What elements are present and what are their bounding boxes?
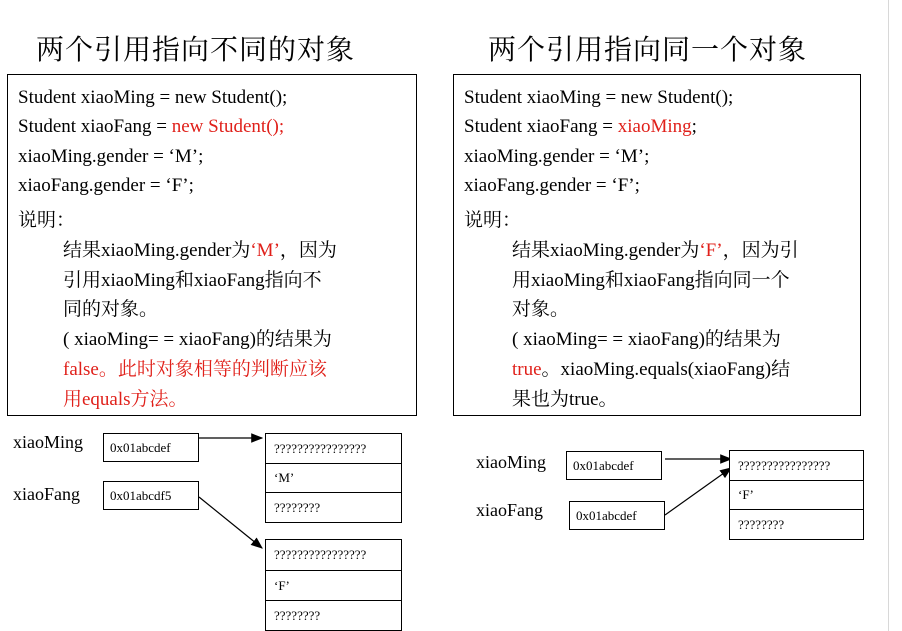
right-addr-xiaofang: 0x01abcdef <box>569 501 665 530</box>
left-code-line-1: Student xiaoMing = new Student(); <box>18 87 288 108</box>
right-code-line-2-b: ; <box>691 116 697 137</box>
right-explain-line-4: ( xiaoMing= = xiaoFang)的结果为 <box>512 329 781 350</box>
left-explain-label: 说明： <box>18 210 76 231</box>
right-object-shared <box>729 450 864 540</box>
right-explain-1b: ，因为引 <box>722 240 799 261</box>
left-var-xiaoming: xiaoMing <box>13 432 83 452</box>
left-explain-1b: ，因为 <box>279 240 337 261</box>
left-explain-1a: 结果xiaoMing.gender为 <box>63 240 251 261</box>
left-code-line-4: xiaoFang.gender = ‘F’; <box>18 175 194 196</box>
right-code-line-2-a: Student xiaoFang = <box>464 116 618 137</box>
left-object-f-gender: ‘F’ <box>266 571 401 601</box>
left-explain-1-red: ‘M’ <box>250 240 280 261</box>
right-code-line-2-red: xiaoMing <box>617 116 692 137</box>
left-object-m-field-3: ???????? <box>274 499 321 515</box>
right-edge-divider <box>888 0 889 631</box>
right-object-gender: ‘F’ <box>730 481 863 510</box>
left-explain-line-4: ( xiaoMing= = xiaoFang)的结果为 <box>63 329 332 350</box>
right-code-line-1: Student xiaoMing = new Student(); <box>464 87 734 108</box>
right-explain-1-red: ‘F’ <box>699 240 723 261</box>
left-addr-xiaoming: 0x01abcdef <box>103 433 199 462</box>
left-object-m-field-1: ???????????????? <box>266 434 401 464</box>
right-explain-label: 说明： <box>464 210 522 231</box>
left-explain-line-5: false。此时对象相等的判断应该 <box>63 359 327 380</box>
left-code-line-2-a: Student xiaoFang = <box>18 116 172 137</box>
right-code-line-3: xiaoMing.gender = ‘M’; <box>464 146 650 167</box>
left-object-f-field-3: ???????? <box>274 607 321 623</box>
right-arrow-xiaofang <box>665 468 731 515</box>
left-addr-xiaofang: 0x01abcdf5 <box>103 481 199 510</box>
right-addr-xiaoming: 0x01abcdef <box>566 451 662 480</box>
right-title: 两个引用指向同一个对象 <box>488 33 808 66</box>
left-code-line-3: xiaoMing.gender = ‘M’; <box>18 146 204 167</box>
left-object-f-field-1: ???????????????? <box>266 540 401 571</box>
right-object-field-1: ???????????????? <box>730 451 863 481</box>
left-var-xiaofang: xiaoFang <box>13 484 80 504</box>
right-explain-5-red: true <box>512 359 542 380</box>
left-title: 两个引用指向不同的对象 <box>36 33 356 66</box>
left-arrow-xiaofang <box>199 497 262 548</box>
left-explain-line-2: 引用xiaoMing和xiaoFang指向不 <box>63 270 322 291</box>
right-object-field-3: ???????? <box>738 516 785 532</box>
left-object-m-gender: ‘M’ <box>266 464 401 493</box>
right-explain-line-6: 果也为true。 <box>512 389 618 410</box>
left-explain-line-6: 用equals方法。 <box>63 389 188 410</box>
right-explain-5b: 。xiaoMing.equals(xiaoFang)结 <box>541 359 791 380</box>
left-explain-line-3: 同的对象。 <box>63 299 159 320</box>
right-explain-line-2: 用xiaoMing和xiaoFang指向同一个 <box>512 270 790 291</box>
left-object-f <box>265 539 402 631</box>
left-object-m <box>265 433 402 523</box>
right-explain-1a: 结果xiaoMing.gender为 <box>512 240 700 261</box>
right-var-xiaoming: xiaoMing <box>476 452 546 472</box>
left-code-line-2-red: new Student(); <box>171 116 285 137</box>
right-code-line-4: xiaoFang.gender = ‘F’; <box>464 175 640 196</box>
right-explain-line-3: 对象。 <box>512 299 570 320</box>
right-var-xiaofang: xiaoFang <box>476 500 543 520</box>
